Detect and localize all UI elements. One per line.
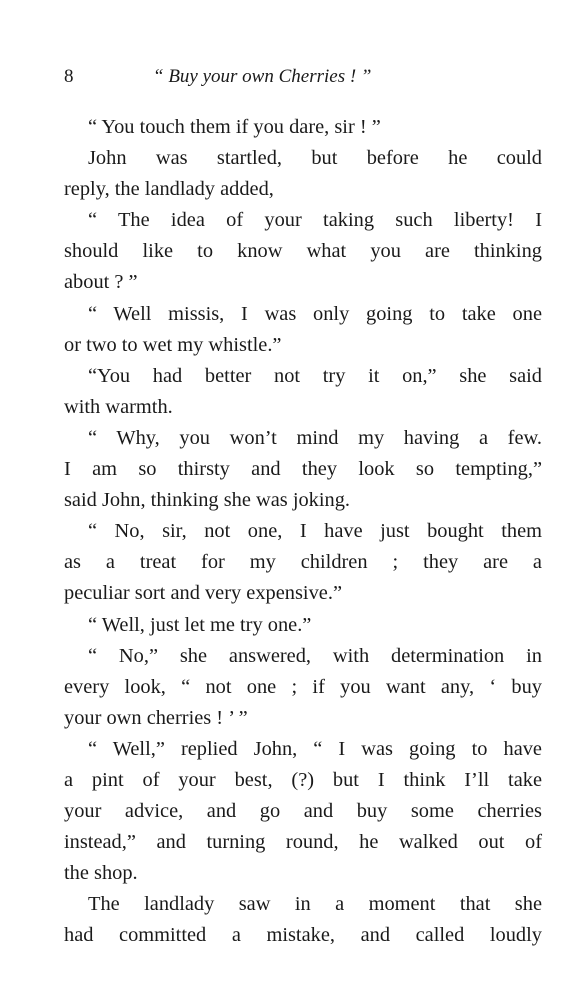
page-number: 8 (64, 66, 74, 87)
text-line: instead,” and turning round, he walked out of (64, 831, 542, 854)
text-line: as a treat for my children ; they are a (64, 551, 542, 574)
text-line: “ Why, you won’t mind my having a few. (88, 426, 542, 449)
text-line: John was startled, but before he could (88, 147, 542, 170)
text-line: The landlady saw in a moment that she (88, 893, 542, 916)
text-line: a pint of your best, (?) but I think I’ll take (64, 768, 542, 791)
text-line: your advice, and go and buy some cherries (64, 800, 542, 823)
text-line: every look, “ not one ; if you want any, ‘ buy (64, 675, 542, 698)
text-line: said John, thinking she was joking. (64, 489, 351, 512)
text-line: reply, the landlady added, (64, 178, 274, 201)
text-line: “ Well,” replied John, “ I was going to have (88, 737, 542, 760)
text-line: the shop. (64, 862, 138, 885)
text-line: “ Well, just let me try one.” (88, 613, 312, 636)
text-line: “ No,” she answered, with determination in (88, 644, 542, 667)
text-line: “You had better not try it on,” she said (88, 364, 542, 387)
text-line: about ? ” (64, 271, 138, 294)
running-head (64, 63, 544, 91)
body-text (64, 112, 542, 952)
text-line: should like to know what you are thinking (64, 240, 542, 263)
text-line: your own cherries ! ’ ” (64, 706, 248, 729)
text-line: peculiar sort and very expensive.” (64, 582, 342, 605)
text-line: “ The idea of your taking such liberty! I (88, 209, 542, 232)
text-line: “ No, sir, not one, I have just bought them (88, 520, 542, 543)
running-title: “ Buy your own Cherries ! ” (153, 66, 372, 87)
text-line: I am so thirsty and they look so tempting,” (64, 458, 542, 481)
text-line: or two to wet my whistle.” (64, 333, 282, 356)
text-line: “ Well missis, I was only going to take one (88, 302, 542, 325)
text-line: had committed a mistake, and called loudly (64, 924, 542, 947)
text-line: “ You touch them if you dare, sir ! ” (88, 116, 381, 138)
text-line: with warmth. (64, 395, 173, 418)
